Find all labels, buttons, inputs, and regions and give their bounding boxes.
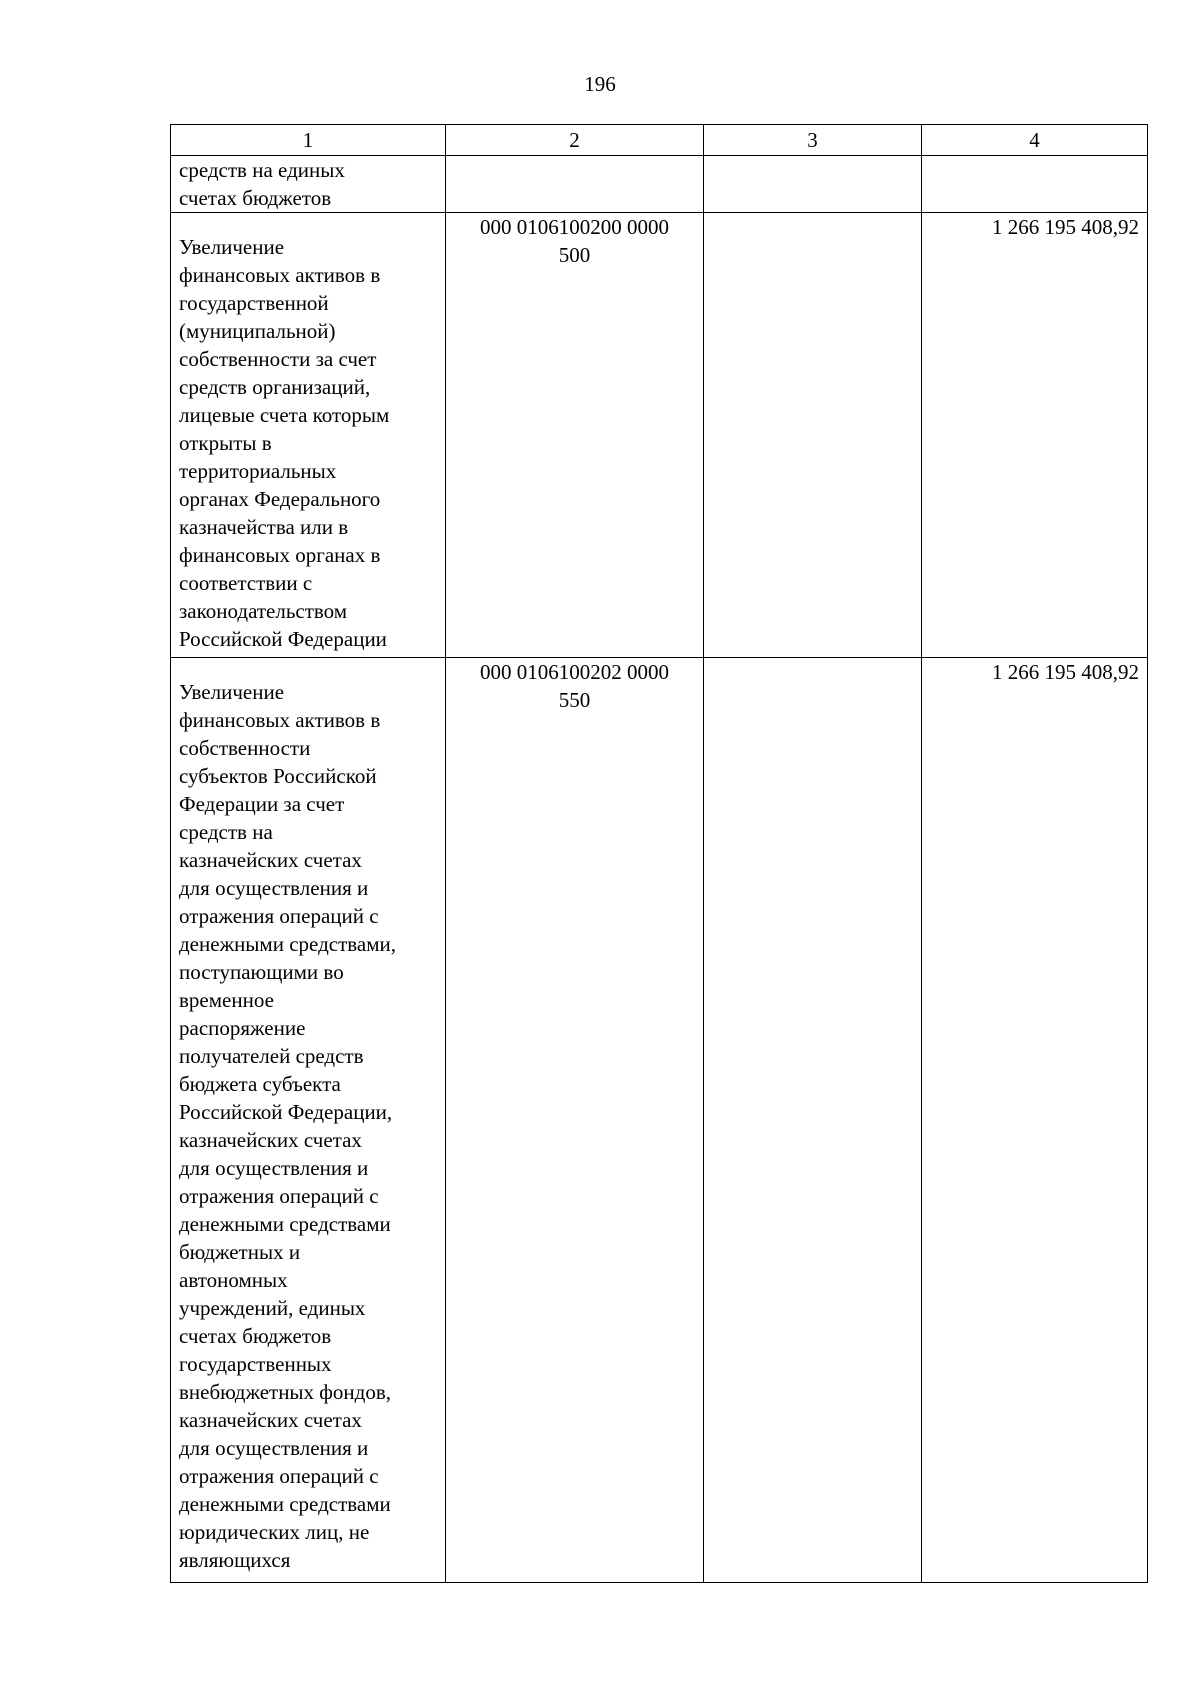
- budget-table: [170, 124, 1148, 1583]
- row-name-text: Увеличение финансовых активов в собственности субъектов Российской Федерации за счет средств на казначейских счетах для осуществления и отражения операций с денежными средствами, поступающими во временное распоряжение получателей средств бюджета субъекта Российской Федерации, казначейских счетах для осуществления и отражения операций с денежными средствами бюджетных и автономных учреждений, единых счетах бюджетов государственных внебюджетных фондов, казначейских счетах для осуществления и отражения операций с денежными средствами юридических лиц, не являющихся: [179, 680, 396, 1572]
- row-name-cell: [171, 156, 446, 213]
- column-header-4: 4: [922, 125, 1148, 156]
- column-header-1: 1: [171, 125, 446, 156]
- table-row: [171, 213, 1148, 658]
- row-code-cell: [446, 156, 704, 213]
- column-header-2: 2: [446, 125, 704, 156]
- row-col3-cell: [704, 213, 922, 658]
- row-col3-cell: [704, 156, 922, 213]
- page-number: 196: [584, 72, 616, 96]
- table-row: [171, 156, 1148, 213]
- row-name-text: средств на единых счетах бюджетов: [179, 158, 345, 210]
- row-name-cell: [171, 213, 446, 658]
- table-header-row: [171, 125, 1148, 156]
- table-row: [171, 658, 1148, 1583]
- row-amount-cell: 1 266 195 408,92: [922, 658, 1148, 1583]
- row-col3-cell: [704, 658, 922, 1583]
- row-code-cell: 000 0106100200 0000 500: [446, 213, 704, 658]
- row-amount-cell: 1 266 195 408,92: [922, 213, 1148, 658]
- column-header-3: 3: [704, 125, 922, 156]
- row-amount-cell: [922, 156, 1148, 213]
- row-name-text: Увеличение финансовых активов в государственной (муниципальной) собственности за счет средств организаций, лицевые счета которым открыты в территориальных органах Федерального казначейства или в финансовых органах в соответствии с законодательством Российской Федерации: [179, 235, 390, 651]
- row-name-cell: [171, 658, 446, 1583]
- row-code-cell: 000 0106100202 0000 550: [446, 658, 704, 1583]
